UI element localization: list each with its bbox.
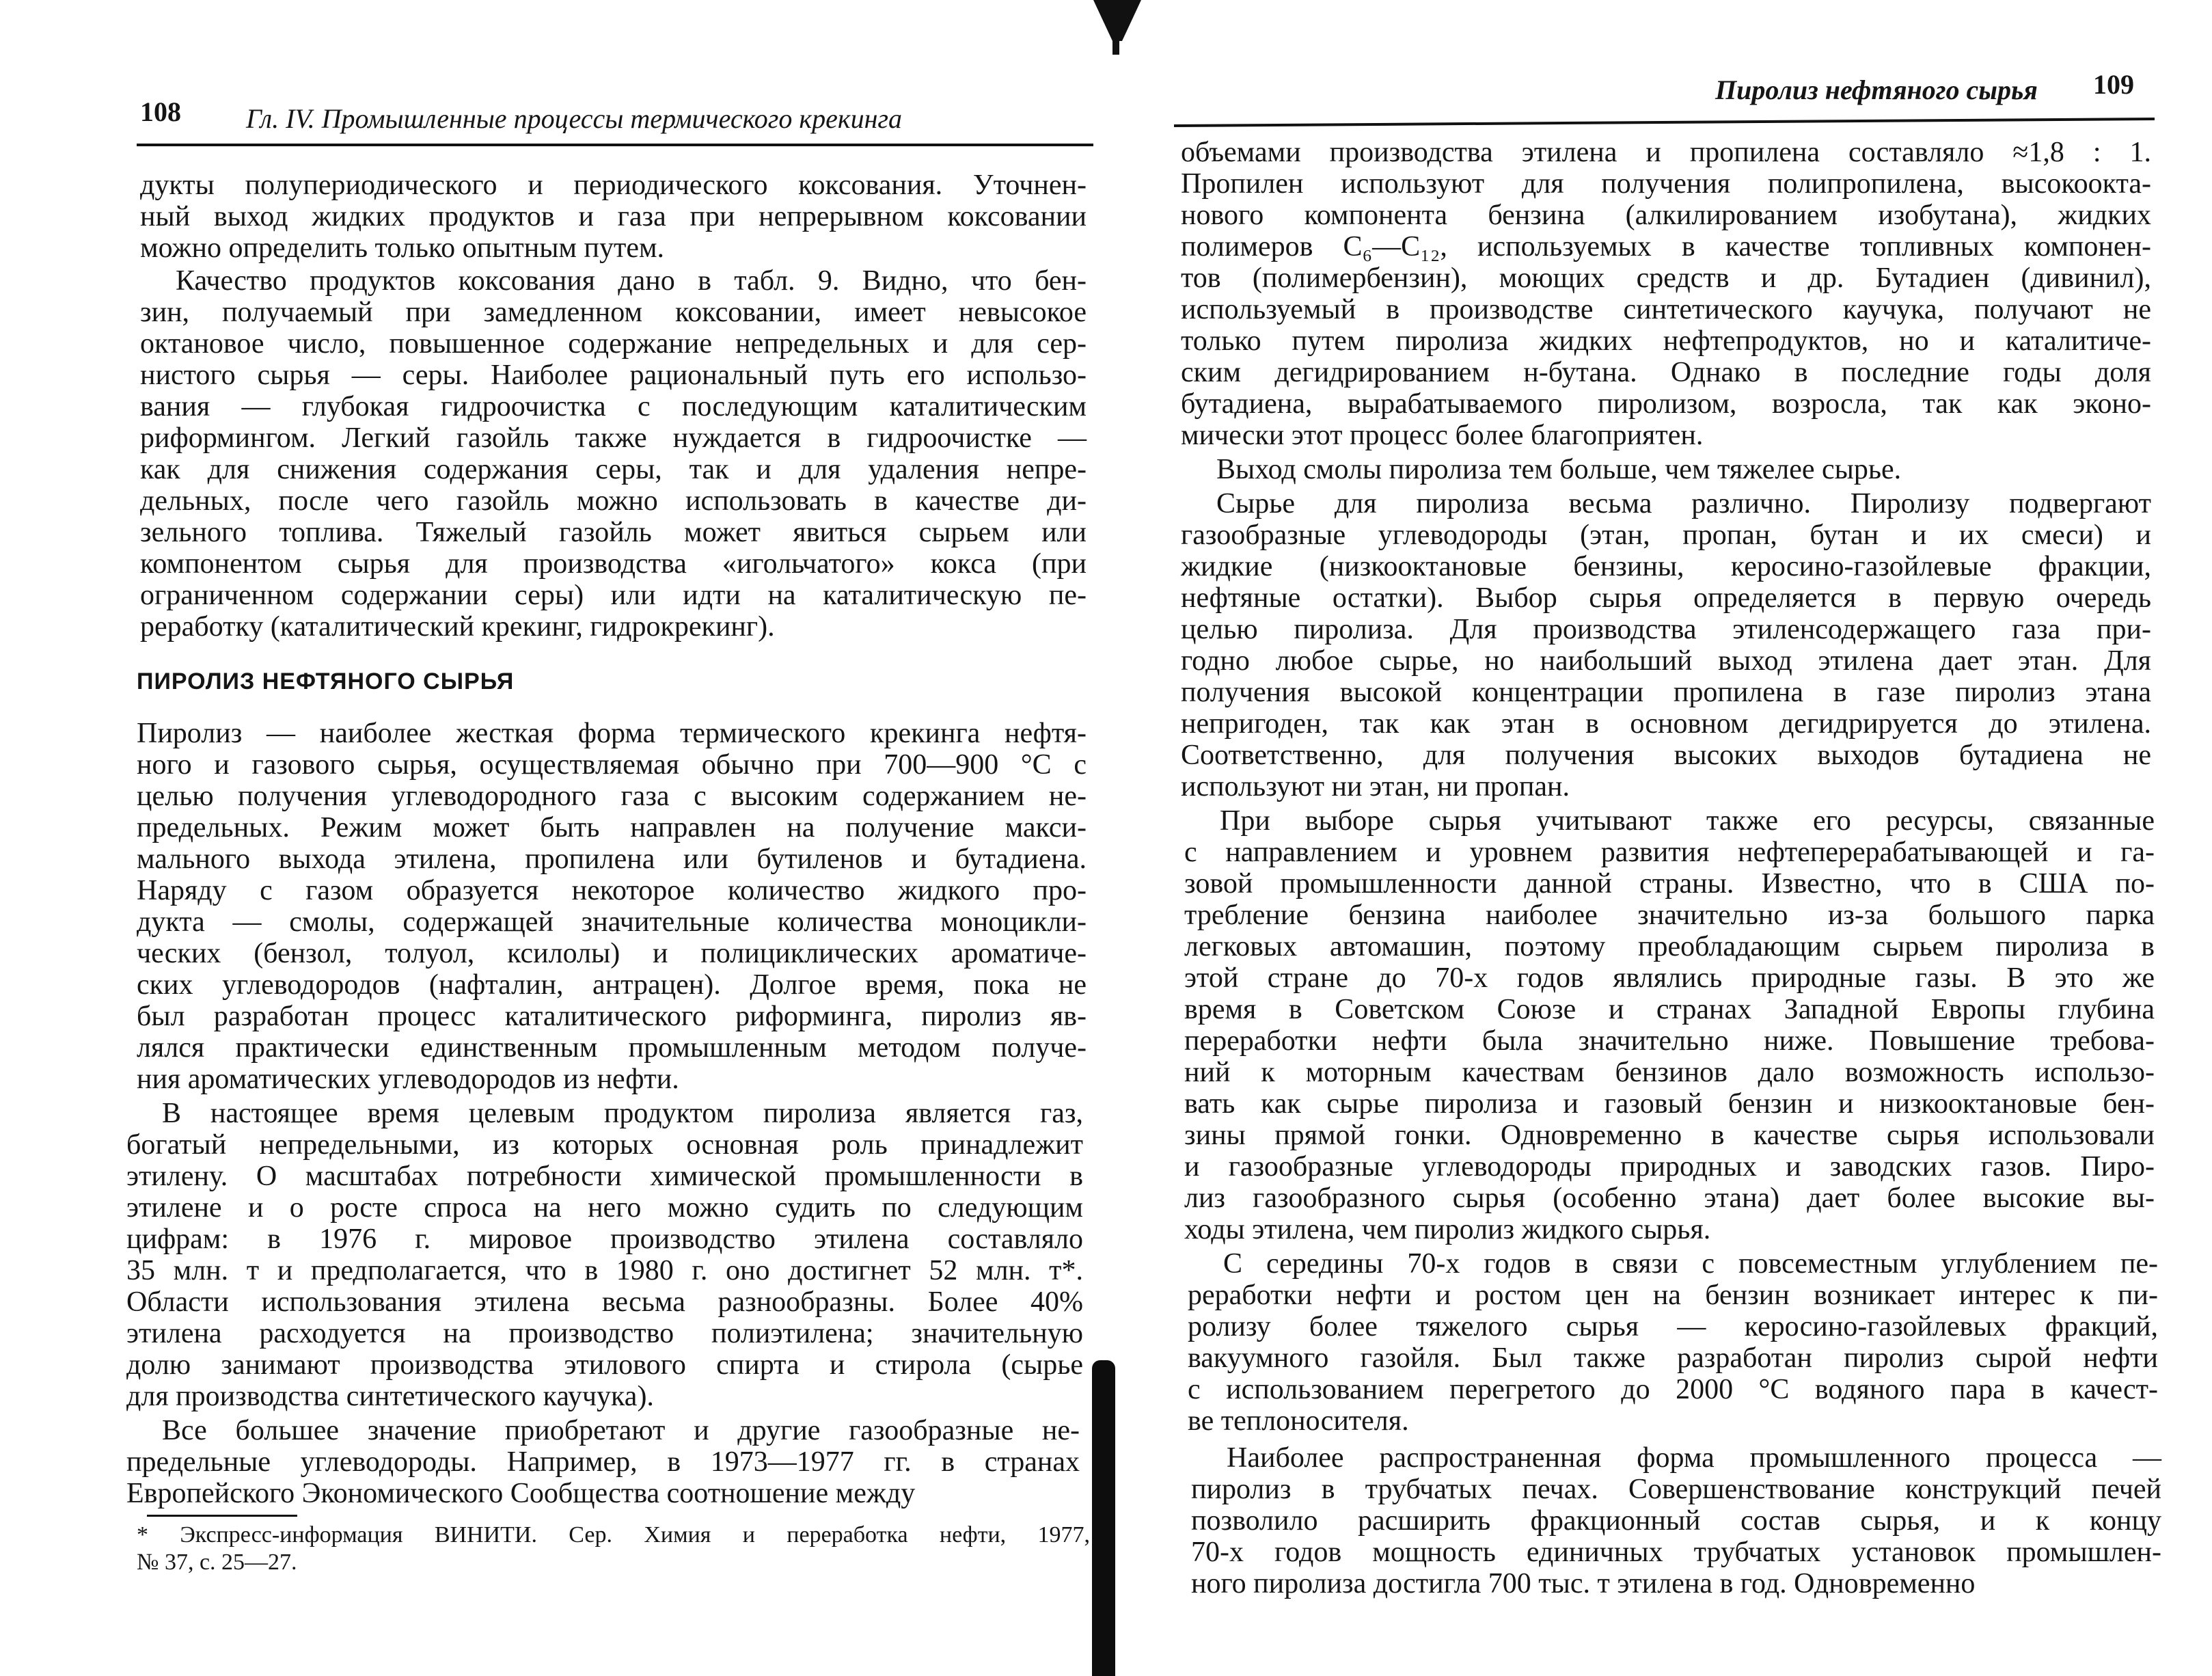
text-line: мального выхода этилена, пропилена или бутиленов и бутадиена. xyxy=(137,843,1087,875)
footnote xyxy=(137,1522,1090,1576)
text-line: реработки нефти и ростом цен на бензин возникает интерес к пи- xyxy=(1188,1280,2158,1311)
paragraph xyxy=(1191,1442,2161,1599)
paragraph xyxy=(140,170,1087,264)
text-line: целью пиролиза. Для производства этиленсодержащего газа при- xyxy=(1181,614,2151,645)
text-line: пиролиз в трубчатых печах. Совершенствование конструкций печей xyxy=(1191,1474,2161,1505)
paragraph xyxy=(1181,488,2151,802)
text-line: газообразные углеводороды (этан, пропан, бутан и их смеси) и xyxy=(1181,519,2151,551)
text-line: предельных. Режим может быть направлен на получение макси- xyxy=(137,812,1087,843)
text-line: дукта — смолы, содержащей значительные количества моноцикли- xyxy=(137,906,1087,938)
paragraph xyxy=(1188,1248,2158,1437)
text-line: ских углеводородов (нафталин, антрацен). Долгое время, пока не xyxy=(137,969,1087,1001)
text-line: октановое число, повышенное содержание непредельных и для сер- xyxy=(140,328,1087,360)
text-line: 70-х годов мощность единичных трубчатых установок промышлен- xyxy=(1191,1537,2161,1568)
text-line: годно любое сырье, но наибольший выход этилена дает этан. Для xyxy=(1181,645,2151,677)
text-line: жидкие (низкооктановые бензины, керосино-газойлевые фракции, xyxy=(1181,551,2151,582)
text-line: нефтяные остатки). Выбор сырья определяется в первую очередь xyxy=(1181,582,2151,614)
text-line: дельных, после чего газойль можно использовать в качестве ди- xyxy=(140,485,1087,517)
text-line: был разработан процесс каталитического риформинга, пиролиз яв- xyxy=(137,1001,1087,1032)
text-line: зовой промышленности данной страны. Известно, что в США по- xyxy=(1184,868,2155,900)
text-line: нового компонента бензина (алкилированием изобутана), жидких xyxy=(1181,200,2151,231)
text-line: предельные углеводороды. Например, в 1973—1977 гг. в странах xyxy=(126,1446,1080,1478)
paragraph xyxy=(126,1415,1080,1509)
text-line: Выход смолы пиролиза тем больше, чем тяжелее сырье. xyxy=(1216,454,1902,485)
text-line: компонентом сырья для производства «игольчатого» кокса (при xyxy=(140,548,1087,580)
footnote-rule xyxy=(147,1515,297,1517)
text-line: вакуумного газойля. Был также разработан пиролиз сырой нефти xyxy=(1188,1342,2158,1374)
text-line: ограниченном содержании серы) или идти на каталитическую пе- xyxy=(140,580,1087,611)
text-line: нистого сырья — серы. Наиболее рациональный путь его использо- xyxy=(140,360,1087,391)
text-line: Качество продуктов коксования дано в табл. 9. Видно, что бен- xyxy=(176,265,1087,297)
text-line: реработку (каталитический крекинг, гидрокрекинг). xyxy=(140,611,775,643)
text-line: богатый непредельными, из которых основная роль принадлежит xyxy=(126,1129,1083,1161)
header-rule xyxy=(1174,118,2155,127)
text-line: вать как сырье пиролиза и газовый бензин и низкооктановые бен- xyxy=(1184,1088,2155,1120)
paragraph xyxy=(1184,805,2155,1245)
text-line: только путем пиролиза жидких нефтепродуктов, но и каталитиче- xyxy=(1181,325,2151,357)
text-line: для производства синтетического каучука). xyxy=(126,1381,654,1412)
text-line: лиз газообразного сырья (особенно этана) дает более высокие вы- xyxy=(1184,1182,2155,1214)
text-line: зельного топлива. Тяжелый газойль может явиться сырьем или xyxy=(140,517,1087,548)
text-line: бутадиена, вырабатываемого пиролизом, возросла, так как эконо- xyxy=(1181,388,2151,420)
page-number: 108 xyxy=(140,96,181,127)
text-line: ческих (бензол, толуол, ксилолы) и полициклических ароматиче- xyxy=(137,938,1087,969)
text-line: 35 млн. т и предполагается, что в 1980 г. оно достигнет 52 млн. т*. xyxy=(126,1255,1083,1286)
text-line: как для снижения содержания серы, так и для удаления непре- xyxy=(140,454,1087,485)
text-line: можно определить только опытным путем. xyxy=(140,232,665,264)
text-line: ским дегидрированием н-бутана. Однако в последние годы доля xyxy=(1181,357,2151,388)
text-line: риформингом. Легкий газойль также нуждается в гидроочистке — xyxy=(140,422,1087,454)
paragraph xyxy=(126,1098,1083,1412)
text-line: требление бензина наиболее значительно из-за большого парка xyxy=(1184,900,2155,931)
paragraph xyxy=(140,265,1087,643)
text-line: целью получения углеводородного газа с высоким содержанием не- xyxy=(137,781,1087,812)
paragraph xyxy=(137,718,1087,1095)
text-line: Области использования этилена весьма разнообразны. Более 40% xyxy=(126,1286,1083,1318)
text-line: вания — глубокая гидроочистка с последующим каталитическим xyxy=(140,391,1087,422)
text-line: этой стране до 70-х годов являлись природные газы. В это же xyxy=(1184,962,2155,994)
header-rule xyxy=(137,144,1093,146)
text-line: ролизу более тяжелого сырья — керосино-газойлевых фракций, xyxy=(1188,1311,2158,1342)
running-head: Пиролиз нефтяного сырья xyxy=(1715,75,2038,105)
section-heading: ПИРОЛИЗ НЕФТЯНОГО СЫРЬЯ xyxy=(137,668,515,694)
text-line: Наиболее распространенная форма промышленного процесса — xyxy=(1227,1442,2161,1474)
paragraph xyxy=(1181,454,2151,485)
text-line: В настоящее время целевым продуктом пиролиза является газ, xyxy=(162,1098,1083,1129)
text-line: ве теплоносителя. xyxy=(1188,1405,1409,1437)
text-line: Европейского Экономического Сообщества соотношение между xyxy=(126,1478,916,1509)
text-line: используют ни этан, ни пропан. xyxy=(1181,771,1570,802)
paragraph xyxy=(1181,137,2151,451)
text-line: с использованием перегретого до 2000 °С водяного пара в качест- xyxy=(1188,1374,2158,1405)
text-line: используемый в производстве синтетического каучука, получают не xyxy=(1181,294,2151,325)
text-line: ного пиролиза достигла 700 тыс. т этилена в год. Одновременно xyxy=(1191,1568,1976,1599)
text-line: С середины 70-х годов в связи с повсеместным углублением пе- xyxy=(1223,1248,2158,1280)
text-line: зин, получаемый при замедленном коксовании, имеет невысокое xyxy=(140,297,1087,328)
text-line: время в Советском Союзе и странах Западной Европы глубина xyxy=(1184,994,2155,1025)
text-line: этилену. О масштабах потребности химической промышленности в xyxy=(126,1161,1083,1192)
text-line: зины прямой гонки. Одновременно в качестве сырья использовали xyxy=(1184,1120,2155,1151)
text-line: объемами производства этилена и пропилена составляло ≈1,8 : 1. xyxy=(1181,137,2151,168)
text-line: получения высокой концентрации пропилена в газе пиролиз этана xyxy=(1181,677,2151,708)
text-line: непригоден, так как этан в основном дегидрируется до этилена. xyxy=(1181,708,2151,740)
text-line: ходы этилена, чем пиролиз жидкого сырья. xyxy=(1184,1214,1711,1245)
text-line: ний к моторным качествам бензинов дало возможность использо- xyxy=(1184,1057,2155,1088)
text-line: Пиролиз — наиболее жесткая форма термического крекинга нефтя- xyxy=(137,718,1087,749)
text-line: легковых автомашин, поэтому преобладающим сырьем пиролиза в xyxy=(1184,931,2155,962)
text-line: с направлением и уровнем развития нефтеперерабатывающей и га- xyxy=(1184,837,2155,868)
text-line: лялся практически единственным промышленным методом получе- xyxy=(137,1032,1087,1064)
text-line: позволило расширить фракционный состав сырья, и к концу xyxy=(1191,1505,2161,1537)
running-head: Гл. IV. Промышленные процессы термического крекинга xyxy=(246,103,903,134)
text-line: полимеров C₆—C₁₂, используемых в качестве топливных компонен- xyxy=(1181,231,2151,262)
text-line: При выборе сырья учитывают также его ресурсы, связанные xyxy=(1220,805,2155,837)
text-line: Соответственно, для получения высоких выходов бутадиена не xyxy=(1181,740,2151,771)
text-line: цифрам: в 1976 г. мировое производство этилена составляло xyxy=(126,1224,1083,1255)
text-line: № 37, с. 25—27. xyxy=(137,1550,297,1575)
text-line: дукты полупериодического и периодического коксования. Уточнен- xyxy=(140,170,1087,201)
text-line: Наряду с газом образуется некоторое количество жидкого про- xyxy=(137,875,1087,906)
text-line: мически этот процесс более благоприятен. xyxy=(1181,420,1704,451)
text-line: ния ароматических углеводородов из нефти. xyxy=(137,1064,679,1095)
text-line: Сырье для пиролиза весьма различно. Пиролизу подвергают xyxy=(1216,488,2151,519)
text-line: этилена расходуется на производство полиэтилена; значительную xyxy=(126,1318,1083,1349)
text-line: переработки нефти была значительно ниже. Повышение требова- xyxy=(1184,1025,2155,1057)
text-line: ного и газового сырья, осуществляемая обычно при 700—900 °С с xyxy=(137,749,1087,781)
text-line: Пропилен используют для получения полипропилена, высокоокта- xyxy=(1181,168,2151,200)
text-line: тов (полимербензин), моющих средств и др. Бутадиен (дивинил), xyxy=(1181,262,2151,294)
text-line: и газообразные углеводороды природных и заводских газов. Пиро- xyxy=(1184,1151,2155,1182)
text-line: этилене и о росте спроса на него можно судить по следующим xyxy=(126,1192,1083,1224)
text-line: ный выход жидких продуктов и газа при непрерывном коксовании xyxy=(140,201,1087,232)
text-line: * Экспресс-информация ВИНИТИ. Сер. Химия и переработка нефти, 1977, xyxy=(137,1522,1090,1547)
page-number: 109 xyxy=(2093,69,2134,100)
right-page xyxy=(1106,0,2212,1676)
text-line: Все большее значение приобретают и другие газообразные не- xyxy=(162,1415,1080,1446)
text-line: долю занимают производства этилового спирта и стирола (сырье xyxy=(126,1349,1083,1381)
